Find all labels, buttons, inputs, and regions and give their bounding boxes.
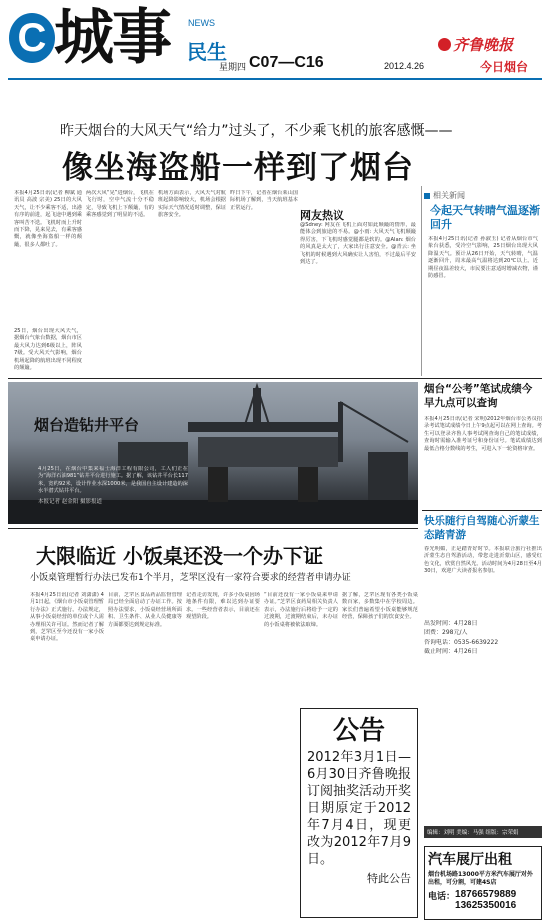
travel-hotline: 咨询电话：0535-6639222 bbox=[424, 638, 499, 646]
news-label: NEWS bbox=[188, 18, 215, 28]
food-deck: 小饭桌管理暂行办法已发布1个半月，芝罘区没有一家符合要求的经营者申请办证 bbox=[30, 573, 351, 583]
paper-logo bbox=[438, 34, 513, 55]
food-top-rule bbox=[8, 528, 418, 529]
issue-day: 星期四 bbox=[219, 63, 247, 73]
car-ad-phone-row bbox=[425, 887, 541, 913]
related-news-text: 相关新闻 bbox=[433, 191, 465, 200]
lead-body-col1b: 25日，烟台出现大风天气，据烟台气象台数据，烟台市区最大风力达到6级以上，阵风7级。受大风天气影响，烟台机场起降的航班出现不同程度的颠簸。 bbox=[14, 328, 82, 372]
food-body-col3: 记者走访发现，许多小饭桌因场地条件有限，难以达到办证要求。一些经营者表示，目前还在观望阶段。 bbox=[186, 592, 260, 621]
notice-box bbox=[300, 708, 418, 918]
lead-body-col2: 两次大风“晃”进烟台，飞机在飞行时，空中气流十分不稳定，导致飞机上下颠簸，有的乘客感觉到了明显的不适。 bbox=[86, 190, 154, 219]
car-ad-phone2: 13625350016 bbox=[455, 900, 517, 911]
lead-headline: 像坐海盗船一样到了烟台 bbox=[62, 150, 414, 186]
oil-rig-photo bbox=[8, 382, 418, 524]
car-ad-title: 汽车展厅出租 bbox=[428, 852, 512, 868]
car-ad-box bbox=[424, 846, 542, 920]
food-body-col2: 目前，芝罘区食品药品监督管理局已经全面启动了办证工作。按照办法要求，小饭桌经营场所面积、卫生条件、从业人员健康等方面都要达到规定标准。 bbox=[108, 592, 182, 628]
travel-price: 团费：298元/人 bbox=[424, 629, 468, 637]
section-title: 城事 bbox=[54, 3, 170, 73]
travel-deadline: 截止时间：4月26日 bbox=[424, 648, 478, 656]
rig-photo-credit: 本报记者 赵金阳 摄影报道 bbox=[38, 499, 102, 505]
car-ad-phone1: 18766579889 bbox=[455, 889, 517, 900]
issue-date: 2012.4.26 bbox=[384, 61, 425, 71]
related-news-title: 今起天气转晴气温逐渐回升 bbox=[430, 204, 540, 231]
car-ad-phone-label: 电话： bbox=[428, 892, 456, 902]
lead-body-col3: 机场方面表示，大风天气对航班起降影响较大，机场会根据实际天气情况适时调整，保证旅客安全。 bbox=[158, 190, 226, 219]
related-news-icon bbox=[424, 193, 430, 199]
paper-logo-mark bbox=[438, 38, 451, 51]
masthead bbox=[0, 0, 550, 78]
travel-body: 春光明媚，正是踏青好时节。本报联合旅行社推出沂蒙生态自驾游活动，带您走进沂蒙山区，感受红色文化，欣赏自然风光。活动时间为4月28日至4月30日，欢迎广大读者报名参加。 bbox=[424, 546, 542, 575]
section-subtitle: 民生 bbox=[187, 40, 227, 64]
travel-depart: 出发时间：4月28日 bbox=[424, 620, 478, 627]
exam-rule bbox=[422, 510, 542, 511]
notice-sign: 特此公告 bbox=[367, 872, 411, 885]
paper-name: 齐鲁晚报 bbox=[453, 36, 514, 54]
food-body-col5: 据了解，芝罘区现有各类小饭桌数百家，多数集中在学校周边。家长们普遍希望小饭桌能够规范经营，保障孩子们的饮食安全。 bbox=[342, 592, 418, 621]
exam-title: 烟台“公考”笔试成绩今早九点可以查询 bbox=[424, 383, 533, 409]
travel-title: 快乐随行自驾随心沂蒙生态踏青游 bbox=[424, 515, 540, 541]
food-headline: 大限临近 小饭桌还没一个办下证 bbox=[36, 544, 323, 568]
rig-caption-body: 4月25日，在烟台中集来福士海洋工程有限公司，工人们正在为“海洋石油981”钻井平台进行施工。据了解，该钻井平台长117米，宽约92米，设计作业水深1000米，是我国自主设计建造的深水半潜式钻井平台。 bbox=[38, 466, 188, 494]
lead-kicker: 昨天烟台的大风天气“给力”过头了，不少乘飞机的旅客感慨—— bbox=[60, 123, 453, 139]
edition-name: 今日烟台 bbox=[480, 60, 529, 74]
netizen-comments: @Sdney: 网友在飞机上面对如此颠簸的情形，最能体会到旅途的不易。@小雨: 大风天气飞机颠簸得厉害，下飞机时感觉腿都是软的。@Alan: 烟台的风真是太大了，大家出行注意安全。@青云: 坐飞机的时候遇到大风确实让人害怕，不过最后平安到达了。 bbox=[300, 222, 416, 266]
food-body-col4: “目前还没有一家小饭桌来申请办证。”芝罘区食药局相关负责人表示，办法施行后将给予一定的过渡期，过渡期结束后，未办证的小饭桌将被依法取缔。 bbox=[264, 592, 338, 628]
netizen-title: 网友热议 bbox=[300, 209, 344, 222]
lead-sidebar-divider bbox=[421, 186, 422, 376]
editor-line: 编辑：刘明 美编：马强 组版：宗荣娟 bbox=[424, 826, 542, 838]
exam-body: 本报4月25日讯(记者 宋明)2012年烟台市公务员招录考试笔试成绩今日上午9点起可以在网上查询。考生可以登录齐鲁人事考试网查询自己的笔试成绩，查询时需输入准考证号和身份证号。笔试成绩达到最低合格分数线的考生，可进入下一轮资格审查。 bbox=[424, 416, 542, 452]
travel-contact-box bbox=[424, 620, 542, 790]
section-badge bbox=[9, 13, 55, 63]
car-ad-desc: 烟台机场路13000平方米汽车展厅对外出租，可分割，可建4S店 bbox=[428, 871, 533, 886]
section-badge-letter: C bbox=[17, 15, 47, 60]
food-body-col1: 本报4月25日讯(记者 刘潇潇) 4月1日起，《烟台市小饭桌管理暂行办法》正式施行。办法规定，从事小饭桌经营的单位或个人需办理相关许可证。然而记者了解到，芝罘区至今还没有一家小饭桌申请办证。 bbox=[30, 592, 104, 643]
related-news-body: 本报4月25日讯(记者 孙淑玉) 记者从烟台市气象台获悉，受冷空气影响，25日烟台出现大风降温天气。预计从26日开始，天气转晴，气温逐渐回升，周末最高气温将达到20℃以上。近期昼夜温差较大，市民要注意适时增减衣物，谨防感冒。 bbox=[428, 236, 538, 280]
lead-body-col1: 本报4月25日讯(记者 柳斌 通讯员 高波 宗美) 25日的大风天气，让不少乘客不适，出港有序的前进，起飞途中遇到乘客叫苦不迭。飞机时而上升时而下降，晃来晃去，有乘客感慨，就像坐海盗船一样的颠簸，很多人都吐了。 bbox=[14, 190, 82, 248]
related-news-label bbox=[424, 190, 465, 201]
lead-body-col4: 昨日下午，记者在烟台莱山国际机场了解到，当天航班基本正常运行。 bbox=[230, 190, 298, 211]
notice-title: 公告 bbox=[332, 716, 385, 746]
notice-body: 2012年3月1日—6月30日齐鲁晚报订阅抽奖活动开奖日期原定于2012年7月4日，现更改为2012年7月9日。 bbox=[307, 750, 412, 867]
page-range: C07—C16 bbox=[249, 54, 324, 71]
lead-bottom-rule bbox=[8, 378, 542, 379]
rig-title: 烟台造钻井平台 bbox=[34, 416, 140, 434]
masthead-rule bbox=[8, 78, 542, 80]
